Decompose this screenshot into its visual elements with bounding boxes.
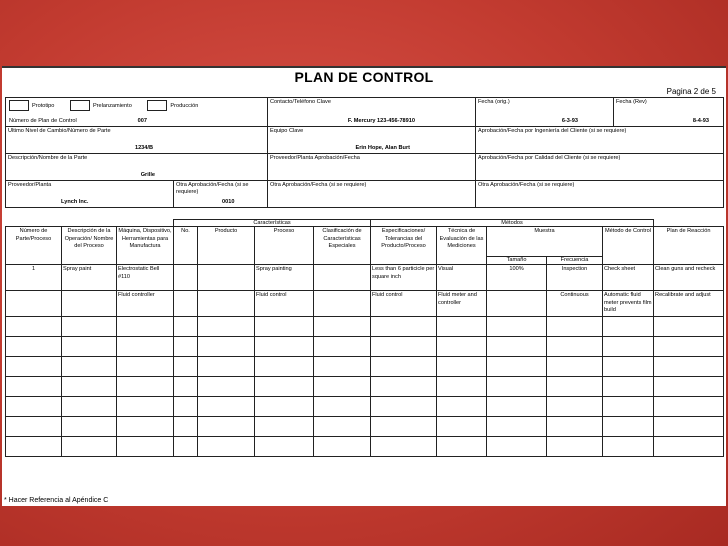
empty-cell	[117, 317, 174, 337]
empty-cell	[547, 377, 603, 397]
clasificacion-header: Clasificación de Características Especiales	[314, 227, 371, 265]
fecha-rev-label: Fecha (Rev)	[616, 99, 647, 105]
empty-cell	[62, 317, 117, 337]
empty-cell	[603, 317, 654, 337]
empty-cell	[314, 397, 371, 417]
empty-cell	[255, 377, 314, 397]
otra-aprobacion-cell	[174, 181, 267, 207]
table-row	[6, 265, 724, 291]
empty-cell	[487, 317, 547, 337]
empty-cell	[371, 397, 437, 417]
empty-cell	[117, 337, 174, 357]
prelanzamiento-checkbox[interactable]	[70, 100, 90, 111]
empty-cell	[371, 337, 437, 357]
proceso-cell: Fluid control	[255, 291, 314, 317]
plan-cell: Clean guns and recheck	[654, 265, 724, 291]
empty-cell	[174, 357, 198, 377]
empty-cell	[174, 437, 198, 457]
empty-cell	[603, 337, 654, 357]
empty-rows	[6, 317, 724, 457]
numero-cell: 1	[6, 265, 62, 291]
empty-cell	[198, 417, 255, 437]
producto-cell	[198, 265, 255, 291]
plan-cell: Recalibrate and adjust	[654, 291, 724, 317]
plan-reaccion-header: Plan de Reacción	[654, 227, 724, 265]
empty-cell	[314, 437, 371, 457]
empty-cell	[437, 357, 487, 377]
prototipo-label: Prototipo	[32, 102, 55, 109]
proceso-cell: Spray painting	[255, 265, 314, 291]
produccion-label: Producción	[170, 102, 199, 109]
empty-cell	[255, 357, 314, 377]
plan-type-cell	[6, 98, 268, 127]
otra-aprobacion-3-cell	[476, 181, 724, 208]
top-rule	[2, 66, 726, 68]
muestra-header: Muestra	[487, 227, 603, 257]
proceso-header: Proceso	[255, 227, 314, 265]
empty-cell	[117, 357, 174, 377]
numero-parte-header: Número de Parte/Proceso	[6, 227, 62, 265]
empty-cell	[603, 417, 654, 437]
tamano-cell	[487, 291, 547, 317]
control-plan-table	[5, 219, 724, 457]
clasificacion-cell	[314, 265, 371, 291]
empty-table-row	[6, 377, 724, 397]
metodo-cell: Check sheet	[603, 265, 654, 291]
contacto-label: Contacto/Teléfono Clave	[270, 99, 331, 105]
empty-cell	[547, 317, 603, 337]
empty-cell	[487, 357, 547, 377]
empty-cell	[654, 357, 724, 377]
tecnica-cell: Visual	[437, 265, 487, 291]
empty-table-row	[6, 317, 724, 337]
empty-cell	[547, 397, 603, 417]
empty-cell	[62, 377, 117, 397]
table-row	[6, 291, 724, 317]
empty-cell	[314, 417, 371, 437]
empty-cell	[6, 317, 62, 337]
otra-aprobacion-2-label: Otra Aprobación/Fecha (si se requiere)	[270, 182, 367, 188]
producto-cell	[198, 291, 255, 317]
empty-cell	[654, 317, 724, 337]
fecha-orig-label: Fecha (orig.)	[478, 99, 510, 105]
equipo-label: Equipo Clave	[270, 128, 304, 134]
empty-table-row	[6, 337, 724, 357]
empty-cell	[487, 377, 547, 397]
producto-header: Producto	[198, 227, 255, 265]
empty-cell	[255, 437, 314, 457]
empty-cell	[547, 357, 603, 377]
empty-table-row	[6, 437, 724, 457]
proveedor-cell	[6, 181, 174, 207]
aprobacion-ingenieria-label: Aprobación/Fecha por Ingeniería del Cliente (si se requiere)	[478, 128, 627, 134]
empty-cell	[6, 377, 62, 397]
empty-cell	[174, 397, 198, 417]
otra-aprobacion-value: 0010	[222, 199, 235, 206]
produccion-checkbox[interactable]	[147, 100, 167, 111]
empty-cell	[6, 417, 62, 437]
proveedor-aprobacion-cell	[268, 154, 476, 181]
contacto-cell	[268, 98, 476, 127]
no-cell	[174, 265, 198, 291]
empty-cell	[437, 317, 487, 337]
empty-cell	[198, 397, 255, 417]
empty-cell	[6, 337, 62, 357]
empty-cell	[654, 337, 724, 357]
empty-table-row	[6, 417, 724, 437]
aprobacion-calidad-cell	[476, 154, 724, 181]
empty-cell	[487, 417, 547, 437]
empty-cell	[371, 417, 437, 437]
descripcion-cell	[62, 291, 117, 317]
empty-cell	[547, 337, 603, 357]
empty-cell	[255, 417, 314, 437]
maquina-header: Máquina, Dispositivo, Herramientas para Manufactura	[117, 227, 174, 265]
frecuencia-header: Frecuencia	[547, 257, 603, 265]
footnote: * Hacer Referencia al Apéndice C	[4, 497, 109, 504]
header-form	[5, 97, 724, 208]
descripcion-operacion-header: Descripción de la Operación/ Nombre del Proceso	[62, 227, 117, 265]
caracteristicas-header: Características	[174, 220, 371, 227]
tamano-header: Tamaño	[487, 257, 547, 265]
empty-cell	[117, 437, 174, 457]
maquina-cell: Fluid controller	[117, 291, 174, 317]
empty-cell	[654, 417, 724, 437]
empty-cell	[6, 437, 62, 457]
metodos-header: Métodos	[371, 220, 654, 227]
proveedor-value: Lynch Inc.	[61, 199, 89, 206]
especificaciones-header: Especificaciones/ Tolerancias del Producto/Proceso	[371, 227, 437, 265]
frecuencia-cell: Inspection	[547, 265, 603, 291]
empty-cell	[255, 317, 314, 337]
no-cell	[174, 291, 198, 317]
numero-cell	[6, 291, 62, 317]
prototipo-checkbox[interactable]	[9, 100, 29, 111]
metodo-cell: Automatic fluid meter prevents film build	[603, 291, 654, 317]
empty-cell	[314, 377, 371, 397]
empty-cell	[255, 397, 314, 417]
metodo-control-header: Método de Control	[603, 227, 654, 265]
empty-cell	[62, 417, 117, 437]
empty-cell	[174, 417, 198, 437]
fecha-orig-value: 6-3-93	[561, 118, 578, 125]
empty-cell	[62, 337, 117, 357]
tamano-cell: 100%	[487, 265, 547, 291]
empty-cell	[603, 357, 654, 377]
empty-cell	[371, 357, 437, 377]
empty-cell	[198, 437, 255, 457]
frecuencia-cell: Continuous	[547, 291, 603, 317]
empty-table-row	[6, 357, 724, 377]
fecha-rev-cell	[614, 98, 724, 127]
nivel-cambio-cell	[6, 127, 268, 154]
empty-cell	[437, 337, 487, 357]
empty-cell	[174, 377, 198, 397]
empty-cell	[487, 337, 547, 357]
empty-cell	[603, 397, 654, 417]
control-plan-sheet	[2, 66, 726, 506]
empty-cell	[437, 397, 487, 417]
aprobacion-calidad-label: Aprobación/Fecha por Calidad del Cliente (si se requiere)	[478, 155, 621, 161]
empty-table-row	[6, 397, 724, 417]
empty-cell	[314, 337, 371, 357]
empty-cell	[62, 397, 117, 417]
proveedor-row-cell	[6, 181, 268, 208]
empty-cell	[654, 437, 724, 457]
proveedor-aprobacion-label: Proveedor/Planta Aprobación/Fecha	[270, 155, 360, 161]
empty-cell	[314, 357, 371, 377]
empty-cell	[547, 417, 603, 437]
equipo-cell	[268, 127, 476, 154]
empty-cell	[371, 377, 437, 397]
empty-cell	[371, 317, 437, 337]
empty-cell	[198, 317, 255, 337]
empty-cell	[603, 437, 654, 457]
empty-cell	[654, 397, 724, 417]
empty-cell	[437, 377, 487, 397]
empty-cell	[174, 337, 198, 357]
no-header: No.	[174, 227, 198, 265]
contacto-value: F. Mercury 123-456-78910	[347, 118, 415, 125]
fecha-orig-cell	[476, 98, 614, 127]
maquina-cell: Electrostatic Bell #110	[117, 265, 174, 291]
empty-cell	[654, 377, 724, 397]
empty-cell	[437, 437, 487, 457]
especificacion-cell: Less than 6 particicle per square inch	[371, 265, 437, 291]
tecnica-header: Técnica de Evaluación de las Mediciones	[437, 227, 487, 265]
aprobacion-ingenieria-cell	[476, 127, 724, 154]
page-number: Pagina 2 de 5	[666, 87, 716, 96]
empty-cell	[314, 317, 371, 337]
empty-cell	[117, 397, 174, 417]
empty-cell	[371, 437, 437, 457]
otra-aprobacion-3-label: Otra Aprobación/Fecha (si se requiere)	[478, 182, 575, 188]
otra-aprobacion-2-cell	[268, 181, 476, 208]
empty-cell	[198, 337, 255, 357]
empty-cell	[6, 357, 62, 377]
numero-plan-value: 007	[137, 118, 147, 125]
empty-cell	[117, 417, 174, 437]
empty-cell	[62, 437, 117, 457]
tecnica-cell: Fluid meter and controller	[437, 291, 487, 317]
empty-cell	[603, 377, 654, 397]
empty-cell	[255, 337, 314, 357]
descripcion-parte-label: Descripción/Nombre de la Parte	[8, 155, 88, 161]
empty-cell	[198, 377, 255, 397]
descripcion-parte-cell	[6, 154, 268, 181]
empty-cell	[6, 397, 62, 417]
empty-cell	[487, 437, 547, 457]
proveedor-label: Proveedor/Planta	[8, 182, 52, 188]
empty-cell	[437, 417, 487, 437]
nivel-cambio-label: Ultimo Nivel de Cambio/Número de Parte	[8, 128, 111, 134]
nivel-cambio-value: 1234/B	[134, 145, 153, 152]
empty-cell	[487, 397, 547, 417]
empty-cell	[117, 377, 174, 397]
empty-cell	[174, 317, 198, 337]
descripcion-cell: Spray paint	[62, 265, 117, 291]
empty-cell	[198, 357, 255, 377]
empty-cell	[547, 437, 603, 457]
page-title: PLAN DE CONTROL	[294, 69, 434, 85]
especificacion-cell: Fluid control	[371, 291, 437, 317]
equipo-value: Erin Hope, Alan Burt	[355, 145, 410, 152]
descripcion-parte-value: Grille	[140, 172, 155, 179]
numero-plan-label: Número de Plan de Control	[9, 118, 77, 125]
clasificacion-cell	[314, 291, 371, 317]
prelanzamiento-label: Prelanzamiento	[92, 102, 132, 109]
otra-aprobacion-label: Otra Aprobación/Fecha (si se requiere)	[176, 182, 249, 195]
empty-cell	[62, 357, 117, 377]
fecha-rev-value: 8-4-93	[692, 118, 709, 125]
